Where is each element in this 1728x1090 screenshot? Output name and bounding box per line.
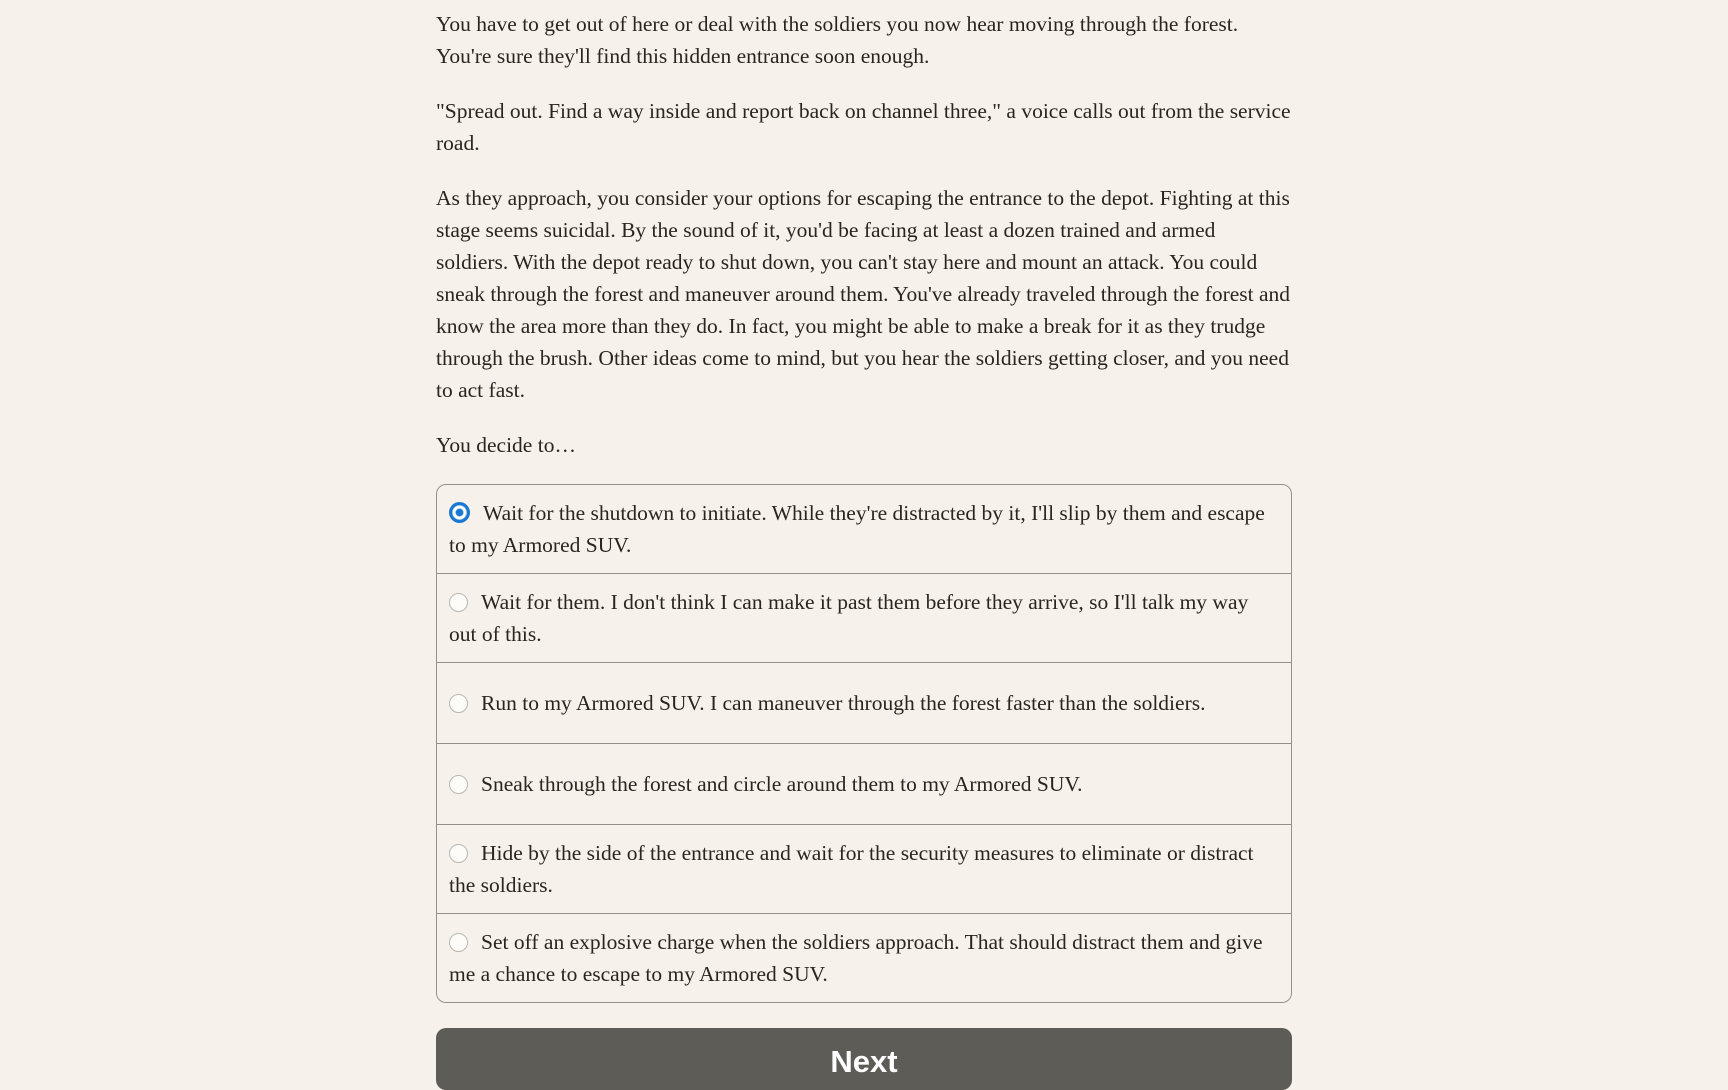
story-paragraph: You have to get out of here or deal with the soldiers you now hear moving through the forest. You're sure they'll find this hidden entrance soon enough. [436,12,1239,68]
radio-icon[interactable] [449,593,468,612]
radio-icon[interactable] [449,933,468,952]
choice-option-label: Set off an explosive charge when the soldiers approach. That should distract them and give me a chance to escape to my Armored SUV. [449,930,1263,986]
choice-option-label: Wait for the shutdown to initiate. While they're distracted by it, I'll slip by them and escape to my Armored SUV. [449,501,1265,557]
story-paragraph: As they approach, you consider your options for escaping the entrance to the depot. Fighting at this stage seems suicidal. By the sound of it, you'd be facing at least a dozen trained and armed soldiers. With the depot ready to shut down, you can't stay here and mount an attack. You could sneak through the forest and maneuver around them. You've already traveled through the forest and know the area more than they do. In fact, you might be able to make a break for it as they trudge through the brush. Other ideas come to mind, but you hear the soldiers getting closer, and you need to act fast. [436,186,1291,402]
next-button[interactable]: Next [436,1028,1292,1090]
choices-list [436,484,1292,1003]
story-text [436,8,1292,461]
radio-selected-icon[interactable] [449,502,470,523]
radio-icon[interactable] [449,694,468,713]
radio-icon[interactable] [449,775,468,794]
choice-option-5[interactable] [437,824,1291,913]
choice-option-4[interactable] [437,743,1291,824]
story-paragraph: "Spread out. Find a way inside and report back on channel three," a voice calls out from the service road. [436,99,1291,155]
choice-option-1[interactable] [437,485,1291,573]
choice-option-label: Hide by the side of the entrance and wait for the security measures to eliminate or distract the soldiers. [449,841,1254,897]
choice-option-label: Wait for them. I don't think I can make it past them before they arrive, so I'll talk my way out of this. [449,590,1249,646]
choice-option-label: Sneak through the forest and circle around them to my Armored SUV. [481,772,1083,796]
choice-option-6[interactable] [437,913,1291,1002]
radio-icon[interactable] [449,844,468,863]
story-column [436,0,1292,1090]
choice-option-2[interactable] [437,573,1291,662]
story-prompt: You decide to… [436,433,576,457]
choice-option-label: Run to my Armored SUV. I can maneuver through the forest faster than the soldiers. [481,691,1206,715]
choice-option-3[interactable] [437,662,1291,743]
